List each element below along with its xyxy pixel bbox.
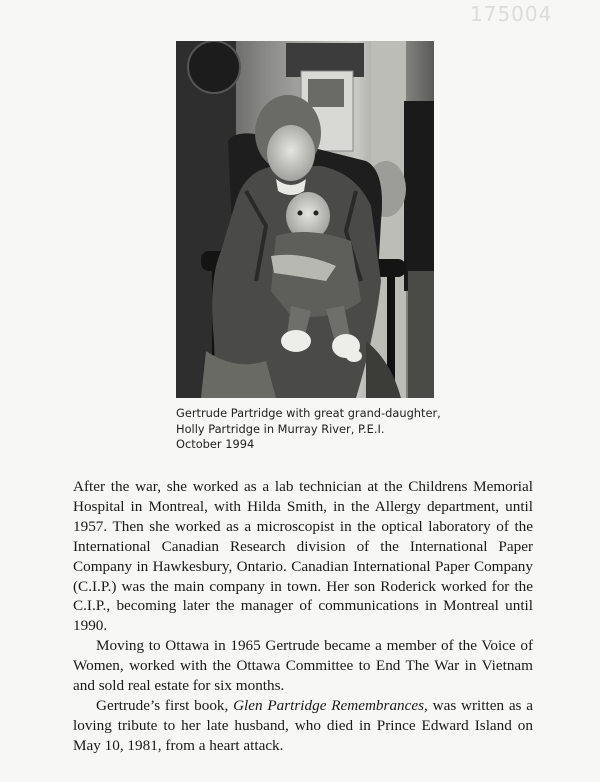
page-number: 175004 <box>470 2 553 26</box>
paragraph: Moving to Ottawa in 1965 Gertrude became a member of the Voice of Women, worked with the Ottawa Committee to End The War in Vietnam and sold real estate for six months. <box>73 637 533 695</box>
paragraph-text: , was written as a loving tribute to her late husband, who died in Prince Edward Island on May 10, 1981, from a heart attack. <box>73 696 533 754</box>
caption-line: October 1994 <box>176 437 255 451</box>
family-photo <box>176 41 434 398</box>
book-title: Glen Partridge Remembrances <box>233 696 425 714</box>
paragraph-text: Gertrude’s first book, <box>96 696 234 714</box>
caption-line: Holly Partridge in Murray River, P.E.I. <box>176 421 385 436</box>
caption-line: Gertrude Partridge with great grand-daughter, <box>176 406 441 420</box>
photo-caption <box>176 406 476 453</box>
body-text <box>73 477 533 756</box>
paragraph <box>73 696 533 756</box>
paragraph: After the war, she worked as a lab technician at the Childrens Memorial Hospital in Montreal, with Hilda Smith, in the Allergy department, until 1957. Then she worked as a microscopist in the optical laboratory of the International Canadian Research division of the International Paper Company in Hawkesbury, Ontario. Canadian International Paper Company (C.I.P.) was the main company in town. Her son Roderick worked for the C.I.P., becoming later the manager of communications in Montreal until 1990. <box>73 478 533 635</box>
